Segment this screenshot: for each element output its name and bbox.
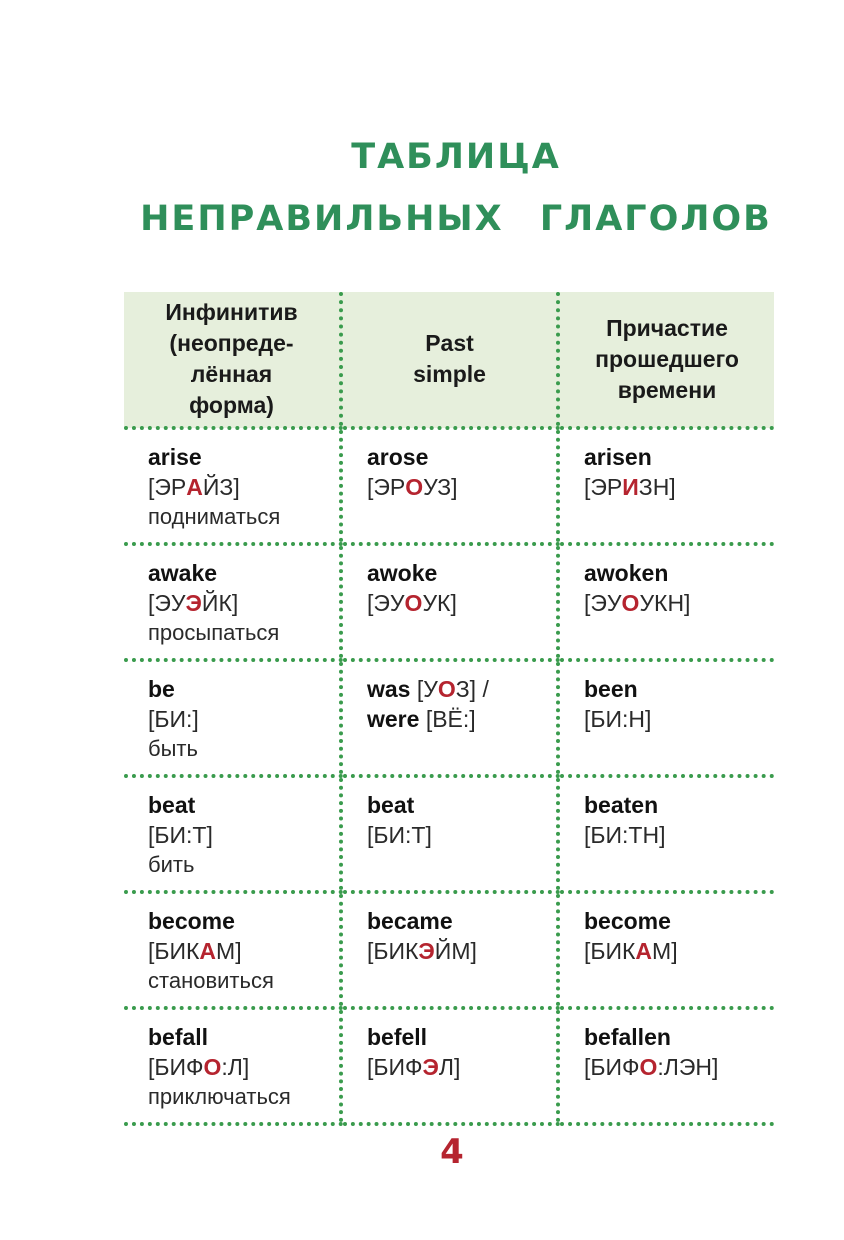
participle-cell <box>558 1008 774 1124</box>
table-row <box>124 660 774 776</box>
transcription: [БИ:ТН] <box>584 822 666 848</box>
participle-cell <box>558 892 774 1008</box>
translation: бить <box>148 852 195 877</box>
participle-cell <box>558 660 774 776</box>
stressed-vowel: О <box>621 590 640 616</box>
verb-word: befall <box>148 1024 209 1050</box>
transcription: [БИКАМ] <box>148 938 242 964</box>
transcription: [БИ:Н] <box>584 706 652 732</box>
header-participle-line: прошедшего <box>595 345 739 372</box>
verb-word: beat <box>148 792 196 818</box>
transcription: [БИ:Т] <box>367 822 432 848</box>
verb-word: befell <box>367 1024 428 1050</box>
stressed-vowel: О <box>437 676 456 702</box>
stressed-vowel: А <box>199 938 217 964</box>
stressed-vowel: А <box>635 938 653 964</box>
transcription: [ЭУОУК] <box>367 590 457 616</box>
transcription: [БИФО:Л] <box>148 1054 250 1080</box>
past-simple-cell <box>341 892 558 1008</box>
verb-word: beat <box>367 792 415 818</box>
verb-word: arise <box>148 444 202 470</box>
header-past-simple <box>341 292 558 428</box>
stressed-vowel: А <box>186 474 203 500</box>
transcription: [БИ:] <box>148 706 199 732</box>
past-simple-cell <box>341 1008 558 1124</box>
transcription: [ЭУЭЙК] <box>148 590 239 616</box>
header-past-line: simple <box>413 361 486 387</box>
transcription: [ЭУОУКН] <box>584 590 691 616</box>
participle-cell <box>558 544 774 660</box>
verb-word: become <box>584 908 671 934</box>
infinitive-cell <box>124 544 341 660</box>
translation: становиться <box>148 968 274 993</box>
participle-cell <box>558 428 774 544</box>
header-infinitive <box>124 292 341 428</box>
table-row <box>124 544 774 660</box>
stressed-vowel: Э <box>185 590 202 616</box>
translation: просыпаться <box>148 620 280 645</box>
stressed-vowel: Э <box>422 1054 439 1080</box>
header-participle <box>558 292 774 428</box>
verb-word: be <box>148 676 175 702</box>
past-simple-cell <box>341 776 558 892</box>
stressed-vowel: Э <box>418 938 435 964</box>
verb-word: was <box>367 676 411 702</box>
verb-word: were <box>367 706 420 732</box>
infinitive-cell <box>124 660 341 776</box>
verb-word: befallen <box>584 1024 671 1050</box>
header-infinitive-line: (неопреде- <box>169 330 294 356</box>
infinitive-cell <box>124 1008 341 1124</box>
verb-word: beaten <box>584 792 659 818</box>
verb-word: became <box>367 908 453 934</box>
table-row <box>124 776 774 892</box>
title-line-1: ТАБЛИЦА <box>351 137 561 177</box>
translation: быть <box>148 736 198 761</box>
separator: / <box>482 676 489 702</box>
header-infinitive-line: форма) <box>189 392 274 418</box>
page-number: 4 <box>440 1132 464 1172</box>
header-past-line: Past <box>425 330 474 356</box>
transcription: [БИФО:ЛЭН] <box>584 1054 719 1080</box>
verb-word: awake <box>148 560 218 586</box>
infinitive-cell <box>124 776 341 892</box>
infinitive-cell <box>124 428 341 544</box>
transcription: [ЭРОУЗ] <box>367 474 458 500</box>
table-row <box>124 1008 774 1124</box>
table-row <box>124 892 774 1008</box>
verb-word: become <box>148 908 235 934</box>
past-simple-cell <box>341 544 558 660</box>
stressed-vowel: О <box>203 1054 222 1080</box>
header-infinitive-line: лённая <box>190 361 273 387</box>
transcription: [БИ:Т] <box>148 822 213 848</box>
header-participle-line: времени <box>617 376 717 403</box>
verb-word: awoken <box>584 560 669 586</box>
transcription: [ЭРАЙЗ] <box>148 474 240 500</box>
transcription: [БИКАМ] <box>584 938 678 964</box>
stressed-vowel: О <box>405 474 424 500</box>
verb-word: arose <box>367 444 429 470</box>
translation: приключаться <box>148 1084 291 1109</box>
transcription: [БИКЭЙМ] <box>367 938 477 964</box>
transcription-were: were [ВЁ:] <box>367 706 476 732</box>
transcription-was: was [УОЗ] / <box>367 676 489 702</box>
header-row <box>124 292 774 428</box>
transcription: [БИФЭЛ] <box>367 1054 461 1080</box>
past-simple-cell <box>341 660 558 776</box>
stressed-vowel: О <box>639 1054 658 1080</box>
past-simple-cell <box>341 428 558 544</box>
table-row <box>124 428 774 544</box>
title-line-2: НЕПРАВИЛЬНЫХ ГЛАГОЛОВ <box>140 199 772 239</box>
infinitive-cell <box>124 892 341 1008</box>
verb-word: been <box>584 676 638 702</box>
header-infinitive-line: Инфинитив <box>165 299 298 325</box>
translation: подниматься <box>148 504 281 529</box>
verb-word: awoke <box>367 560 438 586</box>
participle-cell <box>558 776 774 892</box>
transcription: [ЭРИЗН] <box>584 474 676 500</box>
stressed-vowel: И <box>622 474 639 500</box>
header-participle-line: Причастие <box>606 314 728 341</box>
stressed-vowel: О <box>404 590 423 616</box>
irregular-verbs-table <box>124 292 774 1126</box>
verb-word: arisen <box>584 444 652 470</box>
